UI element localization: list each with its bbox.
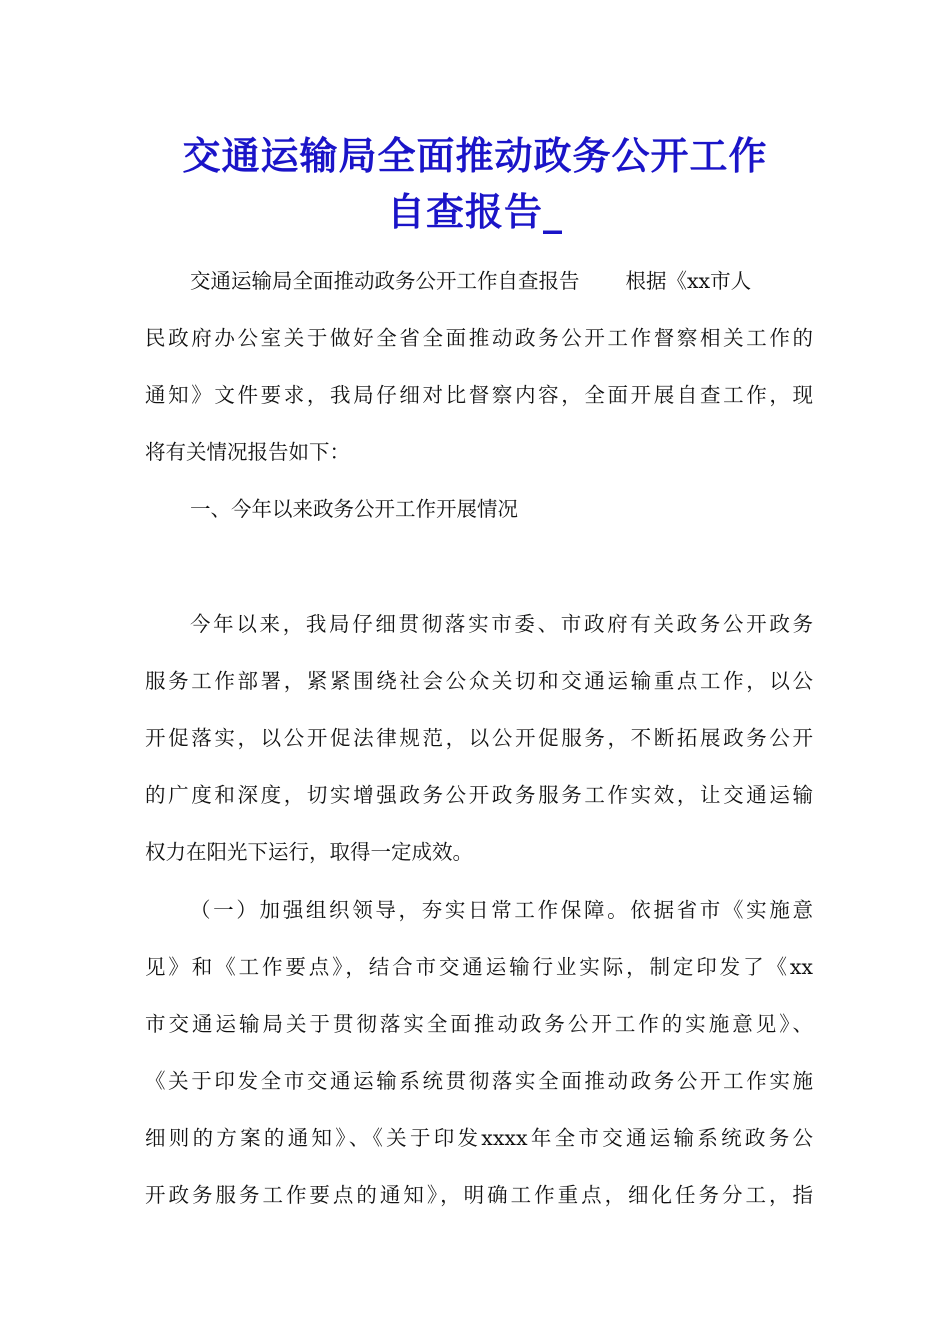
paragraph-2-line-1: （一）加强组织领导，夯实日常工作保障。依据省市《实施意: [190, 898, 813, 922]
intro-line-2: 民政府办公室关于做好全省全面推动政务公开工作督察相关工作的: [145, 326, 813, 350]
paragraph-2-line-6: 开政务服务工作要点的通知》，明确工作重点，细化任务分工，指: [145, 1183, 813, 1207]
document-title-line-2: 自查报告_: [386, 189, 563, 234]
paragraph-2-line-2: 见》和《工作要点》，结合市交通运输行业实际，制定印发了《xx: [145, 955, 813, 979]
paragraph-1-line-2: 服务工作部署，紧紧围绕社会公众关切和交通运输重点工作，以公: [145, 669, 813, 693]
intro-line-3: 通知》文件要求，我局仔细对比督察内容，全面开展自查工作，现: [145, 383, 813, 407]
paragraph-1-line-4: 的广度和深度，切实增强政务公开政务服务工作实效，让交通运输: [145, 783, 813, 807]
paragraph-2-line-5: 细则的方案的通知》、《关于印发xxxx年全市交通运输系统政务公: [145, 1126, 813, 1150]
section-heading: 一、今年以来政务公开工作开展情况: [190, 497, 518, 521]
document-title-line-1: 交通运输局全面推动政务公开工作: [182, 133, 768, 178]
intro-line-1-rest: 根据《xx市人: [625, 269, 752, 293]
paragraph-2-line-4: 《关于印发全市交通运输系统贯彻落实全面推动政务公开工作实施: [145, 1069, 813, 1093]
paragraph-1-line-1: 今年以来，我局仔细贯彻落实市委、市政府有关政务公开政务: [190, 612, 813, 636]
paragraph-1-line-3: 开促落实，以公开促法律规范，以公开促服务，不断拓展政务公开: [145, 726, 813, 750]
paragraph-1-line-5: 权力在阳光下运行，取得一定成效。: [145, 840, 473, 864]
paragraph-2-line-3: 市交通运输局关于贯彻落实全面推动政务公开工作的实施意见》、: [145, 1012, 813, 1036]
intro-heading: 交通运输局全面推动政务公开工作自查报告: [190, 269, 580, 293]
intro-line-1: [190, 266, 813, 296]
intro-line-4: 将有关情况报告如下：: [145, 440, 350, 464]
